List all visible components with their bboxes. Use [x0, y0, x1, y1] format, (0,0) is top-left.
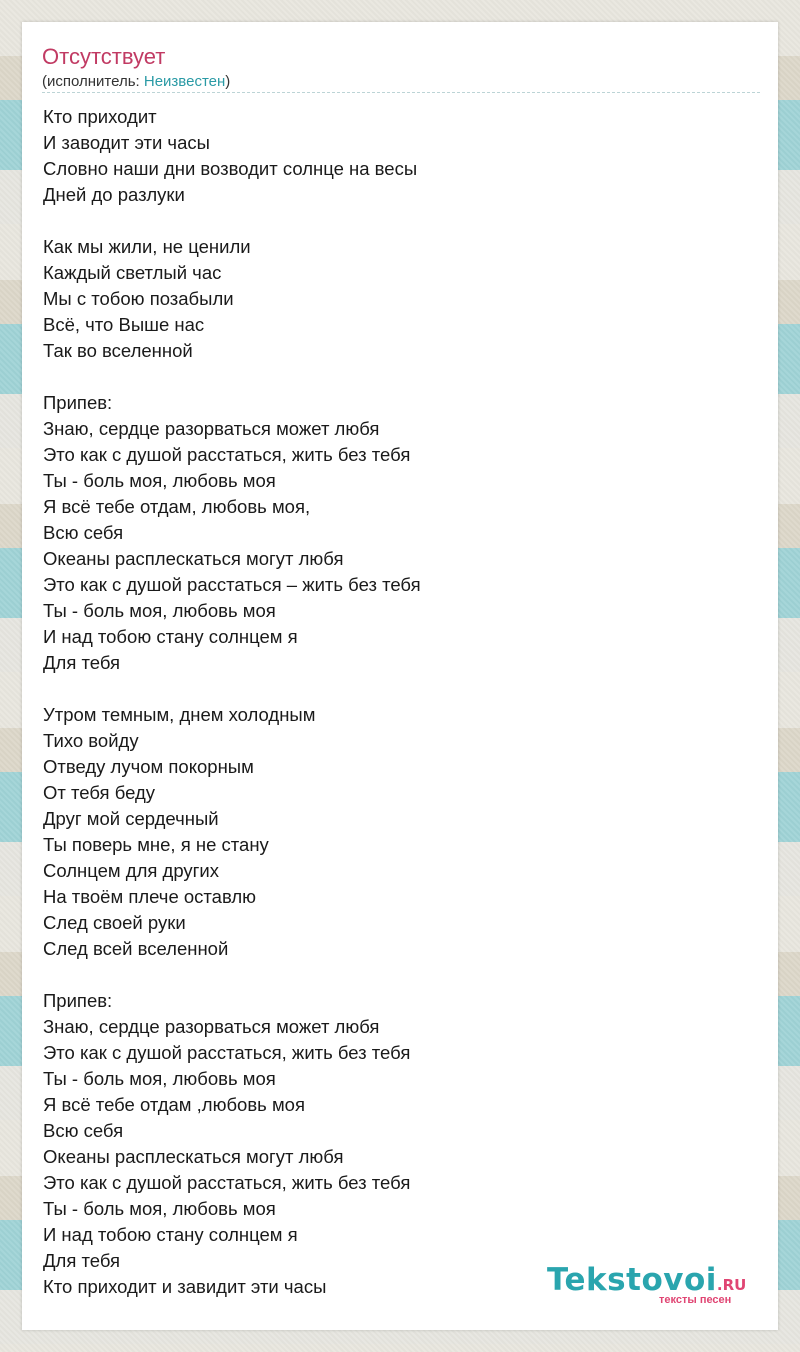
lyric-line: Всю себя — [43, 1120, 124, 1141]
lyric-line: Ты - боль моя, любовь моя — [43, 1068, 276, 1089]
lyric-line: Ты - боль моя, любовь моя — [43, 1198, 276, 1219]
lyric-blank-line — [43, 962, 643, 988]
lyric-line: Как мы жили, не ценили — [43, 236, 251, 257]
lyric-line: Мы с тобою позабыли — [43, 288, 234, 309]
lyric-line: Знаю, сердце разорваться может любя — [43, 1016, 380, 1037]
lyric-line: Ты - боль моя, любовь моя — [43, 600, 276, 621]
lyric-line: Океаны расплескаться могут любя — [43, 548, 344, 569]
lyrics-sheet — [22, 22, 778, 1330]
lyric-line: От тебя беду — [43, 782, 156, 803]
lyric-line: Океаны расплескаться могут любя — [43, 1146, 344, 1167]
lyric-line: Так во вселенной — [43, 340, 193, 361]
lyric-line: Это как с душой расстаться, жить без тебя — [43, 444, 411, 465]
lyric-line: Тихо войду — [43, 730, 139, 751]
lyric-line: Дней до разлуки — [43, 184, 185, 205]
lyric-line: Ты поверь мне, я не стану — [43, 834, 269, 855]
lyric-line: Друг мой сердечный — [43, 808, 219, 829]
lyric-line: И над тобою стану солнцем я — [43, 626, 298, 647]
lyric-line: Это как с душой расстаться – жить без тебя — [43, 574, 421, 595]
lyric-line: Припев: — [43, 392, 113, 413]
lyric-line: Ты - боль моя, любовь моя — [43, 470, 276, 491]
lyric-line: След всей вселенной — [43, 938, 229, 959]
lyric-line: Это как с душой расстаться, жить без тебя — [43, 1172, 411, 1193]
lyric-line: Кто приходит — [43, 106, 157, 127]
lyric-line: И над тобою стану солнцем я — [43, 1224, 298, 1245]
performer-suffix: ) — [225, 73, 231, 90]
lyric-line: Утром темным, днем холодным — [43, 704, 316, 725]
lyric-line: Знаю, сердце разорваться может любя — [43, 418, 380, 439]
lyric-line: Я всё тебе отдам, любовь моя, — [43, 496, 311, 517]
lyric-line: Это как с душой расстаться, жить без тебя — [43, 1042, 411, 1063]
lyric-blank-line — [43, 208, 643, 234]
performer-line — [42, 72, 230, 92]
lyric-line: Отведу лучом покорным — [43, 756, 254, 777]
lyric-line: Всё, что Выше нас — [43, 314, 205, 335]
lyric-line: Припев: — [43, 990, 113, 1011]
lyric-line: Солнцем для других — [43, 860, 219, 881]
site-logo[interactable] — [547, 1264, 777, 1310]
performer-prefix: (исполнитель: — [42, 73, 144, 90]
lyric-line: След своей руки — [43, 912, 186, 933]
logo-tld: .RU — [716, 1276, 747, 1294]
lyric-line: Для тебя — [43, 1250, 121, 1271]
logo-brand: Tekstovoi — [547, 1262, 717, 1298]
lyric-line: Для тебя — [43, 652, 121, 673]
lyric-blank-line — [43, 364, 643, 390]
lyrics-text — [43, 104, 643, 1300]
lyric-line: На твоём плече оставлю — [43, 886, 257, 907]
header-divider — [42, 92, 760, 93]
lyric-line: И заводит эти часы — [43, 132, 210, 153]
lyric-line: Я всё тебе отдам ,любовь моя — [43, 1094, 305, 1115]
lyric-line: Словно наши дни возводит солнце на весы — [43, 158, 418, 179]
song-title: Отсутствует — [42, 44, 166, 69]
lyric-blank-line — [43, 676, 643, 702]
artist-link[interactable]: Неизвестен — [143, 73, 226, 90]
lyric-line: Каждый светлый час — [43, 262, 222, 283]
lyric-line: Кто приходит и завидит эти часы — [43, 1276, 327, 1297]
lyric-line: Всю себя — [43, 522, 124, 543]
logo-tagline: тексты песен — [659, 1294, 732, 1306]
